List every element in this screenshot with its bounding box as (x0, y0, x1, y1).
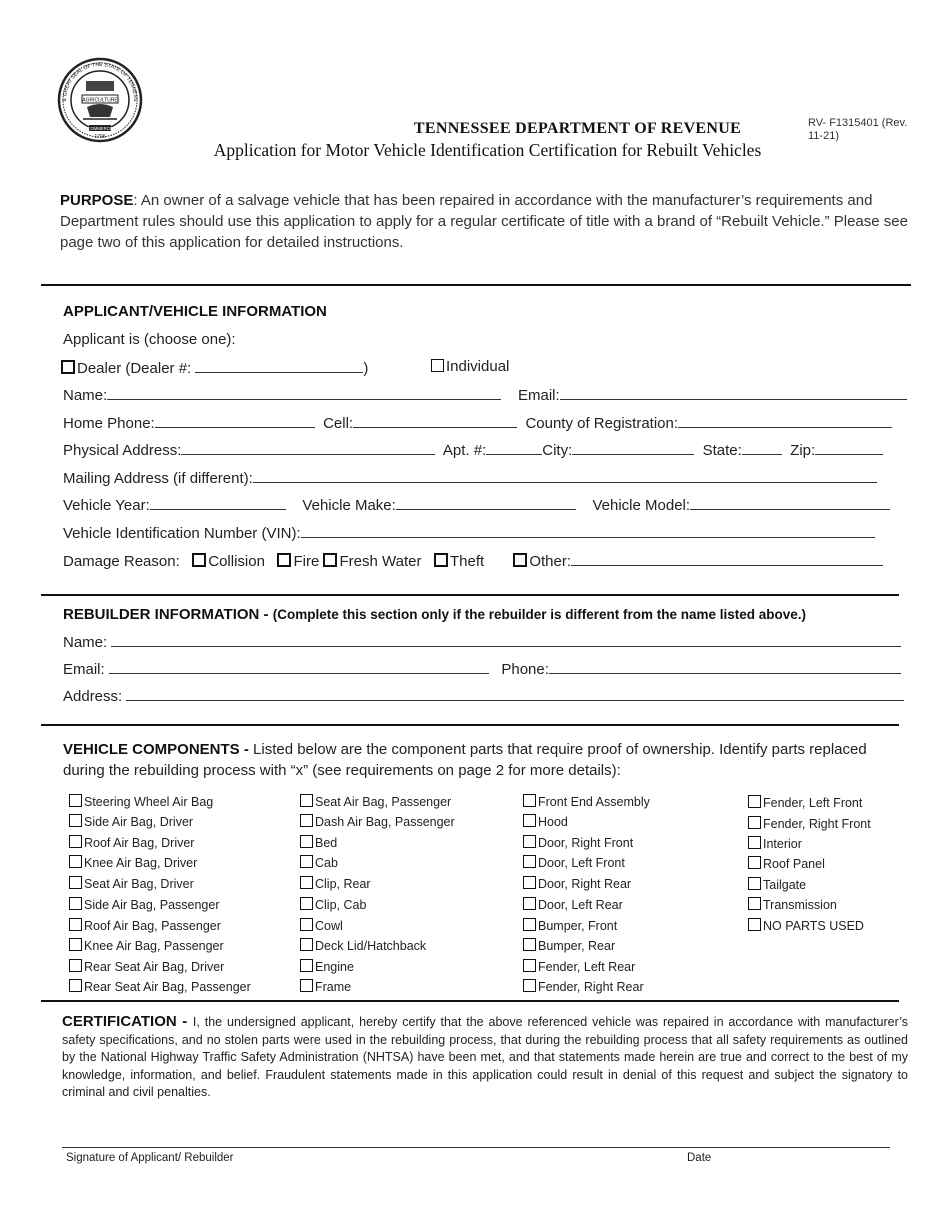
component-label: Interior (763, 837, 802, 851)
component-item[interactable] (69, 794, 213, 809)
component-item[interactable] (69, 938, 224, 953)
component-label: Steering Wheel Air Bag (84, 795, 214, 809)
divider (41, 1000, 899, 1002)
component-item[interactable] (69, 855, 197, 870)
rebuilder-email-label: Email: (63, 661, 109, 678)
dealer-close: ) (363, 360, 369, 377)
other-checkbox[interactable] (513, 553, 527, 567)
component-label: Clip, Rear (315, 877, 371, 891)
component-item[interactable] (300, 794, 451, 809)
component-item[interactable] (748, 877, 806, 892)
component-checkbox[interactable] (523, 897, 536, 910)
individual-checkbox[interactable] (431, 359, 444, 372)
dealer-checkbox[interactable] (61, 360, 75, 374)
vin-label: Vehicle Identification Number (VIN): (63, 525, 301, 542)
component-checkbox[interactable] (748, 877, 761, 890)
email-field[interactable] (560, 385, 907, 400)
rebuilder-address-row (63, 686, 904, 705)
rebuilder-email-field[interactable] (109, 659, 489, 674)
city-label: City: (542, 442, 573, 459)
component-checkbox[interactable] (748, 816, 761, 829)
cell-label: Cell: (323, 415, 354, 432)
component-label: Front End Assembly (538, 795, 650, 809)
component-item[interactable] (300, 959, 354, 974)
component-label: Side Air Bag, Driver (84, 815, 194, 829)
component-item[interactable] (69, 979, 251, 994)
vehicle-model-label: Vehicle Model: (592, 497, 691, 514)
component-label: Door, Left Rear (538, 898, 623, 912)
component-checkbox[interactable] (69, 835, 82, 848)
theft-label: Theft (449, 553, 485, 570)
vin-field[interactable] (301, 523, 875, 538)
collision-checkbox[interactable] (192, 553, 206, 567)
component-checkbox[interactable] (523, 855, 536, 868)
rebuilder-heading (63, 606, 806, 624)
form-number: RV- F1315401 (Rev. 11-21) (808, 117, 908, 142)
component-checkbox[interactable] (300, 855, 313, 868)
rebuilder-name-row (63, 632, 901, 651)
damage-reason-label: Damage Reason: (63, 553, 180, 570)
component-checkbox[interactable] (300, 835, 313, 848)
form-title: Application for Motor Vehicle Identification Certification for Rebuilt Vehicles (213, 140, 762, 160)
component-item[interactable] (300, 835, 337, 850)
apt-label: Apt. #: (442, 442, 487, 459)
applicant-heading: APPLICANT/VEHICLE INFORMATION (63, 303, 327, 320)
component-checkbox[interactable] (523, 794, 536, 807)
component-checkbox[interactable] (300, 938, 313, 951)
component-checkbox[interactable] (300, 897, 313, 910)
component-label: Hood (538, 815, 568, 829)
component-checkbox[interactable] (523, 814, 536, 827)
collision-label: Collision (208, 553, 265, 570)
date-label: Date (687, 1152, 712, 1164)
component-label: Transmission (763, 898, 837, 912)
components-text: Listed below are the component parts that require proof of ownership. Identify parts replaced during the rebuilding process with “x” (see requirements on page 2 for more details): (63, 741, 867, 779)
other-field[interactable] (571, 551, 883, 566)
component-label: Seat Air Bag, Passenger (315, 795, 452, 809)
vehicle-make-label: Vehicle Make: (302, 497, 396, 514)
name-row (63, 385, 501, 404)
component-item[interactable] (300, 876, 371, 891)
fire-checkbox[interactable] (277, 553, 291, 567)
seal-year: 1796 (94, 134, 106, 140)
component-label: Engine (315, 960, 354, 974)
vehicle-year-field[interactable] (150, 495, 286, 510)
component-label: Tailgate (763, 878, 807, 892)
component-checkbox[interactable] (300, 918, 313, 931)
vehicle-model-field[interactable] (690, 495, 890, 510)
component-item[interactable] (69, 918, 221, 933)
email-label: Email: (518, 387, 560, 404)
component-checkbox[interactable] (748, 795, 761, 808)
component-checkbox[interactable] (523, 938, 536, 951)
component-label: Door, Left Front (538, 856, 625, 870)
individual-option[interactable] (431, 358, 509, 375)
component-label: Cab (315, 856, 338, 870)
component-item[interactable] (748, 918, 864, 933)
component-label: Deck Lid/Hatchback (315, 939, 427, 953)
rebuilder-phone-field[interactable] (549, 659, 901, 674)
divider (41, 594, 899, 596)
component-label: Fender, Left Rear (538, 960, 636, 974)
component-item[interactable] (523, 959, 635, 974)
individual-label: Individual (446, 358, 510, 375)
component-label: Dash Air Bag, Passenger (315, 815, 455, 829)
component-label: Knee Air Bag, Driver (84, 856, 198, 870)
damage-row (63, 551, 883, 570)
certification-text: I, the undersigned applicant, hereby certify that the above referenced vehicle was repaired in accordance with manufacturer’s safety specifications, and no stolen parts were used in the rebuilding process, that during the rebuilding process that all safety requirements as outlined by the National Highway Traffic Safety Administration (NHTSA) have been met, and that statements made herein are true and correct to the best of my knowledge, information, and belief. Fraudulent statements made in this application could result in denial of this request and subject the signatory to criminal and civil penalties. (62, 1015, 908, 1099)
rebuilder-title: REBUILDER INFORMATION - (63, 606, 273, 623)
mailing-address-field[interactable] (253, 468, 877, 483)
component-label: Roof Air Bag, Passenger (84, 919, 221, 933)
component-item[interactable] (300, 814, 455, 829)
component-item[interactable] (748, 816, 871, 831)
component-label: Fender, Right Rear (538, 980, 644, 994)
component-checkbox[interactable] (69, 855, 82, 868)
component-item[interactable] (69, 814, 193, 829)
component-label: Seat Air Bag, Driver (84, 877, 194, 891)
home-phone-field[interactable] (155, 413, 315, 428)
component-item[interactable] (300, 979, 351, 994)
component-item[interactable] (748, 795, 862, 810)
component-checkbox[interactable] (748, 836, 761, 849)
component-label: Cowl (315, 919, 343, 933)
component-item[interactable] (69, 897, 220, 912)
component-label: Roof Air Bag, Driver (84, 836, 195, 850)
rebuilder-name-label: Name: (63, 634, 112, 651)
component-label: Bed (315, 836, 338, 850)
component-checkbox[interactable] (69, 959, 82, 972)
component-item[interactable] (523, 814, 568, 829)
dealer-option[interactable] (61, 358, 368, 377)
component-checkbox[interactable] (300, 979, 313, 992)
other-label: Other: (529, 553, 572, 570)
home-phone-label: Home Phone: (63, 415, 155, 432)
component-label: Rear Seat Air Bag, Driver (84, 960, 225, 974)
component-item[interactable] (523, 918, 617, 933)
component-item[interactable] (748, 836, 802, 851)
rebuilder-name-field[interactable] (111, 632, 901, 647)
theft-checkbox[interactable] (434, 553, 448, 567)
fire-label: Fire (293, 553, 320, 570)
seal-ring-text: E GREAT SEAL OF THE STATE OF TENNESS (61, 61, 139, 102)
vehicle-row (63, 495, 890, 514)
component-label: NO PARTS USED (763, 919, 864, 933)
component-item[interactable] (523, 835, 633, 850)
component-checkbox[interactable] (523, 918, 536, 931)
component-checkbox[interactable] (69, 897, 82, 910)
dealer-label: Dealer (Dealer #: (77, 360, 196, 377)
rebuilder-contact-row (63, 659, 901, 678)
component-label: Door, Right Front (538, 836, 634, 850)
component-label: Frame (315, 980, 352, 994)
component-checkbox[interactable] (300, 794, 313, 807)
fresh-water-label: Fresh Water (339, 553, 422, 570)
zip-field[interactable] (815, 440, 883, 455)
dealer-number-field[interactable] (195, 358, 363, 373)
component-item[interactable] (523, 938, 615, 953)
component-checkbox[interactable] (69, 938, 82, 951)
divider (41, 284, 911, 286)
certification-paragraph (62, 1013, 908, 1102)
component-item[interactable] (69, 876, 194, 891)
signature-label: Signature of Applicant/ Rebuilder (66, 1152, 234, 1164)
component-item[interactable] (300, 938, 426, 953)
components-heading: VEHICLE COMPONENTS - (63, 741, 254, 758)
component-item[interactable] (523, 876, 631, 891)
signature-line[interactable] (62, 1147, 890, 1148)
component-label: Bumper, Front (538, 919, 618, 933)
component-item[interactable] (300, 855, 338, 870)
component-checkbox[interactable] (523, 959, 536, 972)
physical-address-label: Physical Address: (63, 442, 182, 459)
component-checkbox[interactable] (69, 794, 82, 807)
component-checkbox[interactable] (69, 918, 82, 931)
component-checkbox[interactable] (300, 814, 313, 827)
name-label: Name: (63, 387, 108, 404)
component-checkbox[interactable] (69, 814, 82, 827)
component-label: Roof Panel (763, 857, 825, 871)
purpose-paragraph (60, 190, 908, 253)
component-label: Fender, Left Front (763, 796, 863, 810)
component-item[interactable] (748, 897, 837, 912)
component-item[interactable] (523, 897, 623, 912)
county-field[interactable] (678, 413, 892, 428)
mailing-address-label: Mailing Address (if different): (63, 470, 253, 487)
rebuilder-note: (Complete this section only if the rebuilder is different from the name listed above.) (272, 607, 807, 622)
component-item[interactable] (300, 897, 366, 912)
component-item[interactable] (748, 856, 825, 871)
rebuilder-phone-label: Phone: (501, 661, 549, 678)
component-checkbox[interactable] (69, 876, 82, 889)
email-row (518, 385, 907, 404)
component-checkbox[interactable] (523, 979, 536, 992)
component-item[interactable] (523, 979, 644, 994)
component-label: Door, Right Rear (538, 877, 632, 891)
phone-row (63, 413, 892, 432)
component-item[interactable] (523, 855, 625, 870)
certification-heading: CERTIFICATION - (62, 1013, 193, 1030)
component-checkbox[interactable] (300, 876, 313, 889)
purpose-text: : An owner of a salvage vehicle that has been repaired in accordance with the manufacturer’s requirements and Department rules should use this application to apply for a regular certificate of title with a brand of “Rebuilt Vehicle.” Please see page two of this application for detailed instructions. (60, 192, 908, 251)
component-checkbox[interactable] (748, 897, 761, 910)
component-item[interactable] (69, 959, 224, 974)
rebuilder-address-label: Address: (63, 688, 127, 705)
physical-address-field[interactable] (181, 440, 435, 455)
component-checkbox[interactable] (748, 918, 761, 931)
component-label: Clip, Cab (315, 898, 367, 912)
component-item[interactable] (69, 835, 194, 850)
component-checkbox[interactable] (69, 979, 82, 992)
fresh-water-checkbox[interactable] (323, 553, 337, 567)
seal-lower-text: COMMERCE (87, 126, 113, 131)
component-label: Knee Air Bag, Passenger (84, 939, 224, 953)
mailing-row (63, 468, 877, 487)
applicant-type-label: Applicant is (choose one): (63, 331, 236, 348)
component-label: Fender, Right Front (763, 817, 871, 831)
component-checkbox[interactable] (300, 959, 313, 972)
seal-center-text: AGRICULTURE (82, 97, 118, 104)
components-intro (63, 739, 908, 781)
state-field[interactable] (742, 440, 782, 455)
component-label: Side Air Bag, Passenger (84, 898, 220, 912)
apt-field[interactable] (486, 440, 542, 455)
city-field[interactable] (572, 440, 694, 455)
name-field[interactable] (107, 385, 501, 400)
component-item[interactable] (300, 918, 343, 933)
vehicle-year-label: Vehicle Year: (63, 497, 150, 514)
rebuilder-address-field[interactable] (126, 686, 904, 701)
component-label: Rear Seat Air Bag, Passenger (84, 980, 251, 994)
component-checkbox[interactable] (523, 876, 536, 889)
address-row (63, 440, 883, 459)
component-checkbox[interactable] (523, 835, 536, 848)
vehicle-make-field[interactable] (396, 495, 576, 510)
component-item[interactable] (523, 794, 650, 809)
purpose-label: PURPOSE (60, 192, 134, 209)
cell-field[interactable] (353, 413, 517, 428)
vin-row (63, 523, 875, 542)
component-checkbox[interactable] (748, 856, 761, 869)
county-label: County of Registration: (525, 415, 679, 432)
component-label: Bumper, Rear (538, 939, 616, 953)
divider (41, 724, 899, 726)
state-label: State: (702, 442, 742, 459)
department-title: TENNESSEE DEPARTMENT OF REVENUE (413, 120, 742, 137)
zip-label: Zip: (790, 442, 816, 459)
